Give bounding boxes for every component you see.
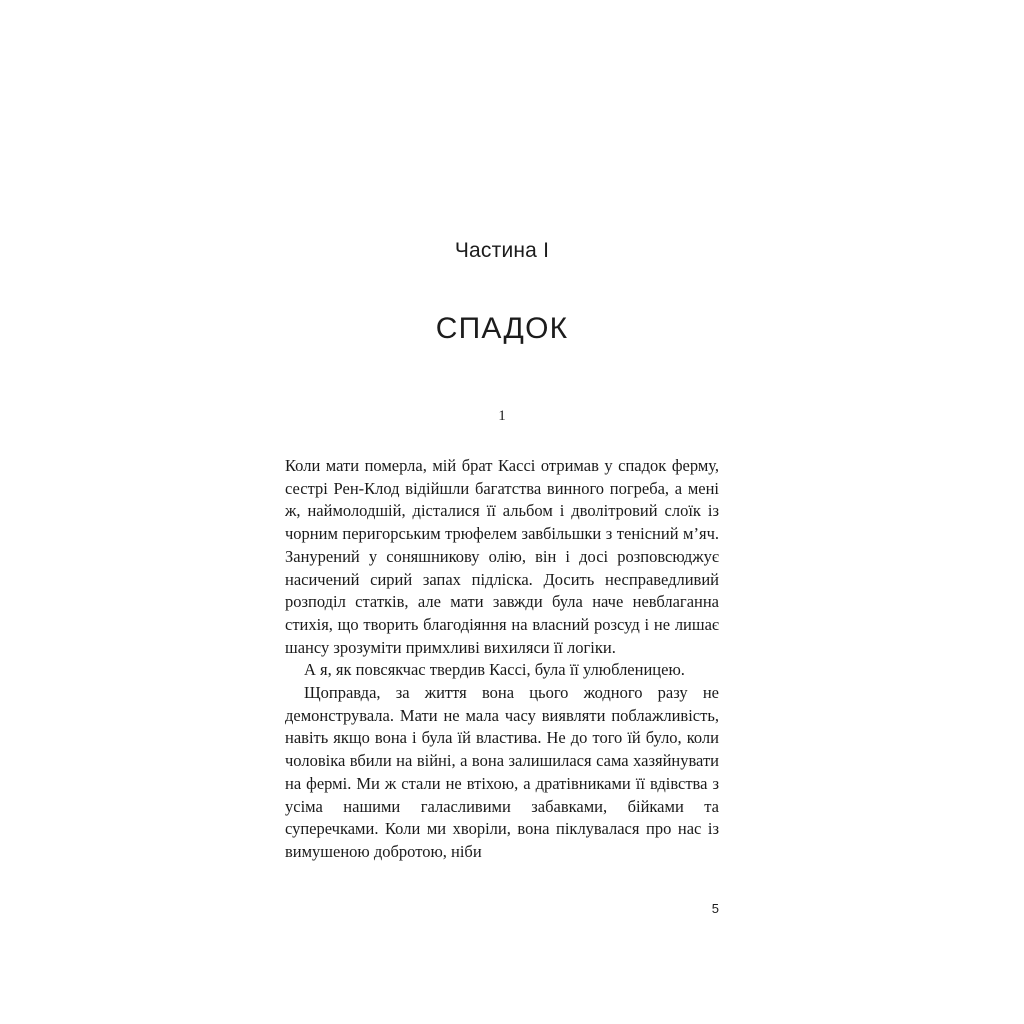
page-content — [285, 0, 719, 1024]
chapter-number: 1 — [498, 408, 506, 424]
page-number: 5 — [711, 901, 719, 916]
paragraph: А я, як повсякчас твердив Кассі, була її улюбленицею. — [304, 660, 685, 680]
part-title: СПАДОК — [435, 312, 569, 345]
paragraph: Щоправда, за життя вона цього жодного разу не демонструвала. Мати не мала часу виявляти поблажливість, навіть якщо вона і була їй властива. Не до того їй було, коли чоловіка вбили на війні, а вона залишилася сама хазяйнувати на фермі. Ми ж стали не втіхою, а дратівниками її вдівства з усіма нашими галасливими забавками, бійками та суперечками. Коли ми хворіли, вона піклувалася про нас із вимушеною добротою, ніби — [285, 683, 719, 861]
body-text — [285, 424, 719, 864]
part-label: Частина I — [454, 239, 550, 262]
paragraph: Коли мати померла, мій брат Кассі отримав у спадок ферму, сестрі Рен-Клод відійшли багатства винного погреба, а мені ж, наймолодшій, дісталися її альбом і дволітровий слоїк із чорним перигорським трюфелем завбільшки з тенісний м’яч. Занурений у соняшникову олію, він і досі розповсюджує насичений сирий запах підліска. Досить несправедливий розподіл статків, але мати завжди була наче невблаганна стихія, що творить благодіяння на власний розсуд і не лишає шансу зрозуміти примхливі вихиляси її логіки. — [285, 456, 719, 657]
